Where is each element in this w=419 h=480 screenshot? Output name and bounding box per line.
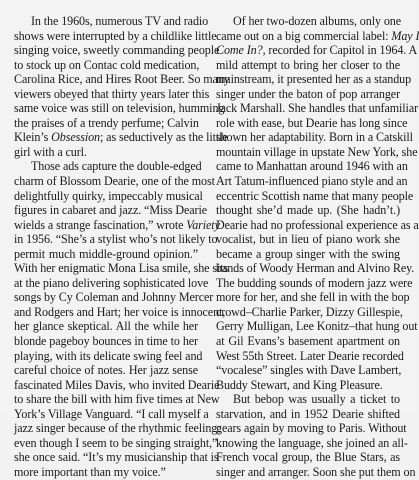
italic-title: May I	[391, 28, 419, 43]
text-line: more important than my voice.”	[14, 464, 166, 479]
right-text-column	[216, 14, 419, 480]
italic-title: Obsession	[51, 130, 100, 145]
text-line: came out on a big commercial label: May I	[216, 28, 419, 43]
text-line: Buddy Stewart, and King Pleasure.	[216, 377, 383, 392]
text-line: starvation, and in 1952 Dearie shifted	[216, 406, 400, 421]
text-line: figures in cabaret and jazz. “Miss Dearie	[14, 203, 208, 218]
text-line: eccentric Scottish name that many people	[216, 188, 414, 203]
left-text-column	[14, 14, 230, 480]
text-line: careful choice of notes. Her jazz sense	[14, 363, 198, 378]
text-line: “vocalese” singles with Dave Lambert,	[216, 363, 402, 378]
text-line: role with ease, but Dearie has long since	[216, 115, 408, 130]
text-line: crowd–Charlie Parker, Dizzy Gillespie,	[216, 304, 403, 319]
text-line: charm of Blossom Dearie, one of the most	[14, 174, 215, 189]
text-line: girl with a curl.	[14, 144, 87, 159]
text-line: Gerry Mulligan, Lee Konitz–that hung out	[216, 319, 418, 334]
italic-title: Variety	[186, 217, 220, 232]
text-line: The budding sounds of modern jazz were	[216, 275, 413, 290]
text-line: knowing the language, she joined an all-	[216, 435, 408, 450]
text-line: shows were interrupted by a childlike little	[14, 28, 217, 43]
text-line: singer and arranger. Soon she put them on	[216, 464, 416, 479]
text-line: Carolina Rice, and Hires Root Beer. So many	[14, 72, 230, 87]
text-line: singer under the baton of pop arranger	[216, 86, 400, 101]
text-line: became a group singer with the swing	[216, 246, 400, 261]
text-line: Art Tatum-influenced piano style and an	[216, 174, 408, 189]
text-line: mainstream, it presented her as a standup	[216, 72, 412, 87]
text-line: the praises of a trendy perfume; Calvin	[14, 115, 199, 130]
text-line: jazz singer because of the rhythmic feeling;	[14, 421, 221, 436]
text-line: same voice was still on television, humming	[14, 101, 225, 116]
text-line: Klein’s Obsession; as seductively as the little	[14, 130, 228, 145]
text-line: gears again by moving to Paris. Without	[216, 421, 407, 436]
text-line: her glance skeptical. All the while her	[14, 319, 198, 334]
text-line: to share the bill with him five times at New	[14, 392, 220, 407]
text-line: But bebop was usually a ticket to	[233, 392, 400, 407]
text-line: vocalist, but in lieu of piano work she	[216, 232, 400, 247]
text-line: In the 1960s, numerous TV and radio	[31, 14, 209, 28]
text-line: thought she’d made up. (She hadn’t.)	[216, 203, 400, 218]
text-line: fascinated Miles Davis, who invited Dearie	[14, 377, 220, 392]
text-line: Come In?, recorded for Capitol in 1964. A	[216, 43, 418, 58]
italic-title: Come In?	[216, 43, 263, 58]
text-line: West 55th Street. Later Dearie recorded	[216, 348, 404, 363]
text-line: blonde pageboy bounces in time to her	[14, 334, 198, 349]
text-line: York’s Village Vanguard. “I call myself a	[14, 406, 209, 421]
text-line: shown her adaptability. Born in a Catskill	[216, 130, 413, 145]
text-line: even though I seem to be singing straight,”	[14, 435, 218, 450]
text-line: Dearie had no professional experience as a	[216, 217, 419, 232]
text-line: With her enigmatic Mona Lisa smile, she sits	[14, 261, 229, 276]
text-line: mild attempt to bring her closer to the	[216, 57, 400, 72]
text-line: and Rodgers and Hart; her voice is innocent,	[14, 304, 226, 319]
text-line: French vocal group, the Blue Stars, as	[216, 450, 400, 465]
text-line: bands of Woody Herman and Alvino Rey.	[216, 261, 415, 276]
text-line: Jack Marshall. She handles that unfamiliar	[216, 101, 419, 116]
text-line: wields a strange fascination,” wrote Variety	[14, 217, 220, 232]
text-line: playing, with its delicate swing feel and	[14, 348, 203, 363]
text-line: delightfully quirky, impeccably musical	[14, 188, 203, 203]
text-line: permit much middle-ground opinion.”	[14, 246, 198, 261]
text-line: songs by Cy Coleman and Johnny Mercer	[14, 290, 214, 305]
text-line: mountain village in upstate New York, she	[216, 144, 418, 159]
text-line: she once said. “It’s my musicianship that is	[14, 450, 219, 465]
text-line: at Gil Evans’s basement apartment on	[216, 334, 400, 349]
text-line: singing voice, sweetly commanding people	[14, 43, 220, 58]
text-line: Of her two-dozen albums, only one	[233, 14, 401, 28]
text-line: viewers obeyed that thirty years later this	[14, 86, 210, 101]
text-line: Those ads capture the double-edged	[31, 159, 202, 174]
text-line: came to Manhattan around 1946 with an	[216, 159, 408, 174]
text-line: in 1956. “She’s a stylist who’s not likely to	[14, 232, 218, 247]
text-line: more for her, and she fell in with the bop	[216, 290, 410, 305]
text-line: at the piano delivering sophisticated love	[14, 275, 209, 290]
text-line: to stock up on Contac cold medication,	[14, 57, 200, 72]
